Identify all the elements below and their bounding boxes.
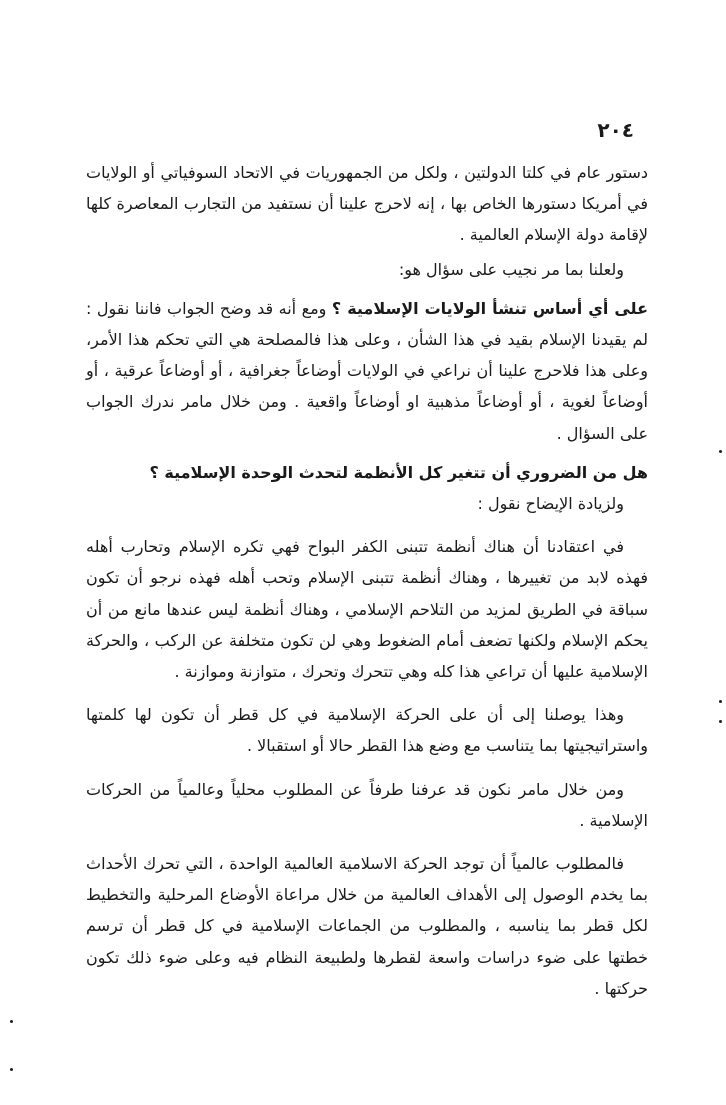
paragraph-3 [86,293,648,449]
paragraph-1: دستور عام في كلتا الدولتين ، ولكل من الجمهوريات في الاتحاد السوفياتي أو الولايات في أمريكا دستورها الخاص بها ، إنه لاحرج علينا أن نستفيد من التجارب المعاصرة كلها لإقامة دولة الإسلام العالمية . [86,163,648,245]
margin-dot [10,1020,13,1023]
paragraph-3-body: ومع أنه قد وضح الجواب فاننا نقول : لم يقيدنا الإسلام بقيد في هذا الشأن ، وعلى هذا فالمصلحة هي التي تحكم هذا الأمر، وعلى هذا فلاحرج علينا أن نراعي في الولايات أوضاعاً جغرافية ، أو أوضاعاً عرقية ، أو أوضاعاً لغوية ، أو أوضاعاً مذهبية او أوضاعاً واقعية . ومن خلال مامر ندرك الجواب على السؤال . [86,298,648,443]
question-heading-1: على أي أساس تنشأ الولايات الإسلامية ؟ [331,298,648,318]
page-number: ٢٠٤ [597,118,634,142]
paragraph-8: ومن خلال مامر نكون قد عرفنا طرفاً عن المطلوب محلياً وعالمياً من الحركات الإسلامية . [86,779,648,830]
margin-dot [719,720,722,723]
paragraph-7: وهذا يوصلنا إلى أن على الحركة الإسلامية في كل قطر أن تكون لها كلمتها واستراتيجيتها بما يتناسب مع وضع هذا القطر حالا أو استقبالا . [86,705,648,756]
paragraph-5: ولزيادة الإيضاح نقول : [477,494,624,514]
paragraph-2: ولعلنا بما مر نجيب على سؤال هو: [398,259,624,279]
paragraph-6: في اعتقادنا أن هناك أنظمة تتبنى الكفر البواح فهي تكره الإسلام وتحارب أهله فهذه لابد من تغييرها ، وهناك أنظمة تتبنى الإسلام وتحب أهله فهذه نرجو أن تكون سباقة في الطريق لمزيد من التلاحم الإسلامي ، وهناك أنظمة ليس عندها مانع من أن يحكم الإسلام ولكنها تضعف أمام الضغوط وهي لن تكون متخلفة عن الركب ، والحركة الإسلامية عليها أن تراعي هذا كله وهي تتحرك وتحرك ، متوازنة وموازنة . [86,537,648,682]
margin-dot [10,1068,13,1071]
body-text [86,157,648,1004]
paragraph-9: فالمطلوب عالمياً أن توجد الحركة الاسلامية العالمية الواحدة ، التي تحرك الأحداث بما يخدم الوصول إلى الأهداف العالمية من خلال مراعاة الأوضاع المرحلية والتخطيط لكل قطر بما يناسبه ، والمطلوب من الجماعات الإسلامية في كل قطر أن ترسم خطتها على ضوء دراسات واسعة لقطرها ولطبيعة النظام فيه وعلى ضوء ذلك تكون حركتها . [86,854,648,998]
margin-dot [719,700,722,703]
margin-dot [719,450,722,453]
question-heading-2: هل من الضروري أن تتغير كل الأنظمة لتحدث الوحدة الإسلامية ؟ [149,462,648,482]
